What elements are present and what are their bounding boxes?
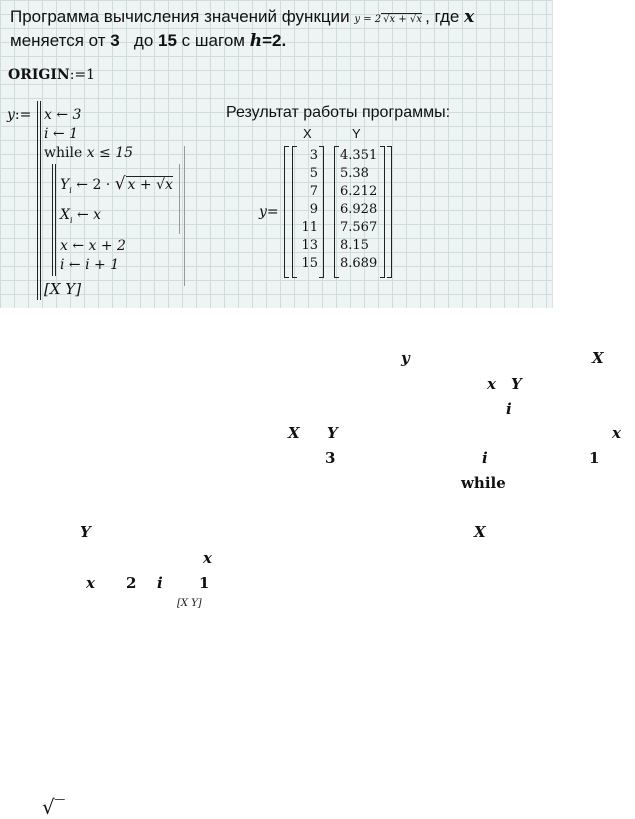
task-step-word: с шагом xyxy=(181,31,245,50)
while-condition: x ≤ 15 xyxy=(86,145,134,161)
result-y-cell: 4.351 xyxy=(340,148,378,163)
fragment: 3 xyxy=(325,449,336,467)
result-x-cell: 9 xyxy=(309,202,318,217)
fragment: X xyxy=(474,523,486,541)
Y-radicand: x + √x xyxy=(127,177,173,193)
while-keyword: while xyxy=(44,145,83,161)
fragment: Y xyxy=(80,523,91,541)
result-x-cell: 7 xyxy=(309,184,318,199)
formula-y: y xyxy=(354,14,361,25)
task-line-1 xyxy=(10,7,474,27)
program-return: [X Y] xyxy=(44,280,82,298)
fragment: x xyxy=(612,424,621,442)
fragment: 1 xyxy=(199,574,210,592)
fragment: i xyxy=(157,574,163,592)
fragment: x xyxy=(203,549,212,567)
program-while xyxy=(44,145,133,161)
result-col-x: X xyxy=(303,126,312,141)
task-formula: y = 2 √x + √x xyxy=(354,14,422,25)
result-x-cell: 5 xyxy=(309,166,318,181)
fragment: X xyxy=(592,349,604,367)
task-var-x: x xyxy=(464,7,475,27)
while-bar xyxy=(52,164,53,276)
fragment: 2 xyxy=(126,574,137,592)
fragment: x xyxy=(86,574,95,592)
program-var: y xyxy=(7,107,15,123)
outer-bracket-left xyxy=(284,146,289,278)
origin-assign: := xyxy=(69,67,87,83)
task-step-eq: =2. xyxy=(262,31,287,50)
result-y-cell: 8.689 xyxy=(340,256,378,271)
Y-rhs: ← 2 · xyxy=(71,177,115,193)
result-x-cell: 15 xyxy=(301,256,318,271)
origin-label: ORIGIN xyxy=(8,67,70,83)
result-x-cell: 3 xyxy=(309,148,318,163)
task-from: 3 xyxy=(110,31,120,50)
program-bar-right xyxy=(184,146,185,286)
X-sub: i xyxy=(69,216,73,225)
Y-sub: i xyxy=(69,186,72,195)
origin-value: 1 xyxy=(86,67,96,83)
program-line-X xyxy=(60,207,101,225)
task-range-prefix: меняется от xyxy=(10,31,106,50)
program-result-var xyxy=(7,107,31,123)
program-line-x-inc: x ← x + 2 xyxy=(60,238,126,254)
result-y-cell: 6.212 xyxy=(340,184,378,199)
fragment: i xyxy=(482,449,488,467)
sqrt-fragment: √‾ xyxy=(42,795,65,819)
formula-eq: = 2 xyxy=(360,14,382,25)
X-rhs: ← x xyxy=(72,207,102,223)
program-bar-outer-2 xyxy=(40,101,41,300)
task-text: Программа вычисления значений функции xyxy=(10,7,350,26)
program-line-i-init: i ← 1 xyxy=(44,126,79,142)
fragment: y xyxy=(401,349,410,367)
program-line-i-inc: i ← i + 1 xyxy=(60,257,120,273)
origin-definition xyxy=(8,67,95,83)
task-where: , где xyxy=(425,7,460,26)
X-lhs: X xyxy=(60,207,70,223)
result-x-column xyxy=(292,147,318,273)
fragment: while xyxy=(461,474,506,492)
result-col-y: Y xyxy=(352,126,361,141)
task-line-2 xyxy=(10,31,286,51)
result-var: y xyxy=(259,204,267,220)
fragment: i xyxy=(506,400,512,418)
fragment: x xyxy=(487,375,496,393)
program-assign: := xyxy=(14,107,32,123)
fragment: Y xyxy=(327,424,338,442)
fragment: 1 xyxy=(589,449,600,467)
result-y-cell: 6.928 xyxy=(340,202,378,217)
fragment: [X Y] xyxy=(177,598,202,609)
program-bar-outer xyxy=(37,101,38,300)
result-y-cell: 7.567 xyxy=(340,220,378,235)
result-x-cell: 13 xyxy=(301,238,318,253)
result-y-column xyxy=(340,147,390,273)
result-lhs xyxy=(259,204,279,220)
result-y-cell: 5.38 xyxy=(340,166,369,181)
result-title: Результат работы программы: xyxy=(226,104,451,121)
result-eq: = xyxy=(266,204,279,220)
program-line-Y: $Y_i$ ← 2 · √ x + √x xyxy=(60,174,173,195)
task-to-word: до xyxy=(133,31,154,50)
result-x-cell: 11 xyxy=(301,220,318,235)
while-bar-right xyxy=(179,164,180,234)
fragment: X xyxy=(288,424,300,442)
x-bracket-right xyxy=(319,146,324,278)
formula-radicand: x + √x xyxy=(389,14,422,25)
program-line-x-init: x ← 3 xyxy=(44,107,82,123)
fragment: Y xyxy=(511,375,522,393)
result-y-cell: 8.15 xyxy=(340,238,369,253)
y-bracket-left xyxy=(334,146,339,278)
Y-lhs: Y xyxy=(60,177,70,193)
task-step-var: h xyxy=(249,31,263,51)
while-bar-2 xyxy=(55,164,56,276)
task-to: 15 xyxy=(158,31,177,50)
